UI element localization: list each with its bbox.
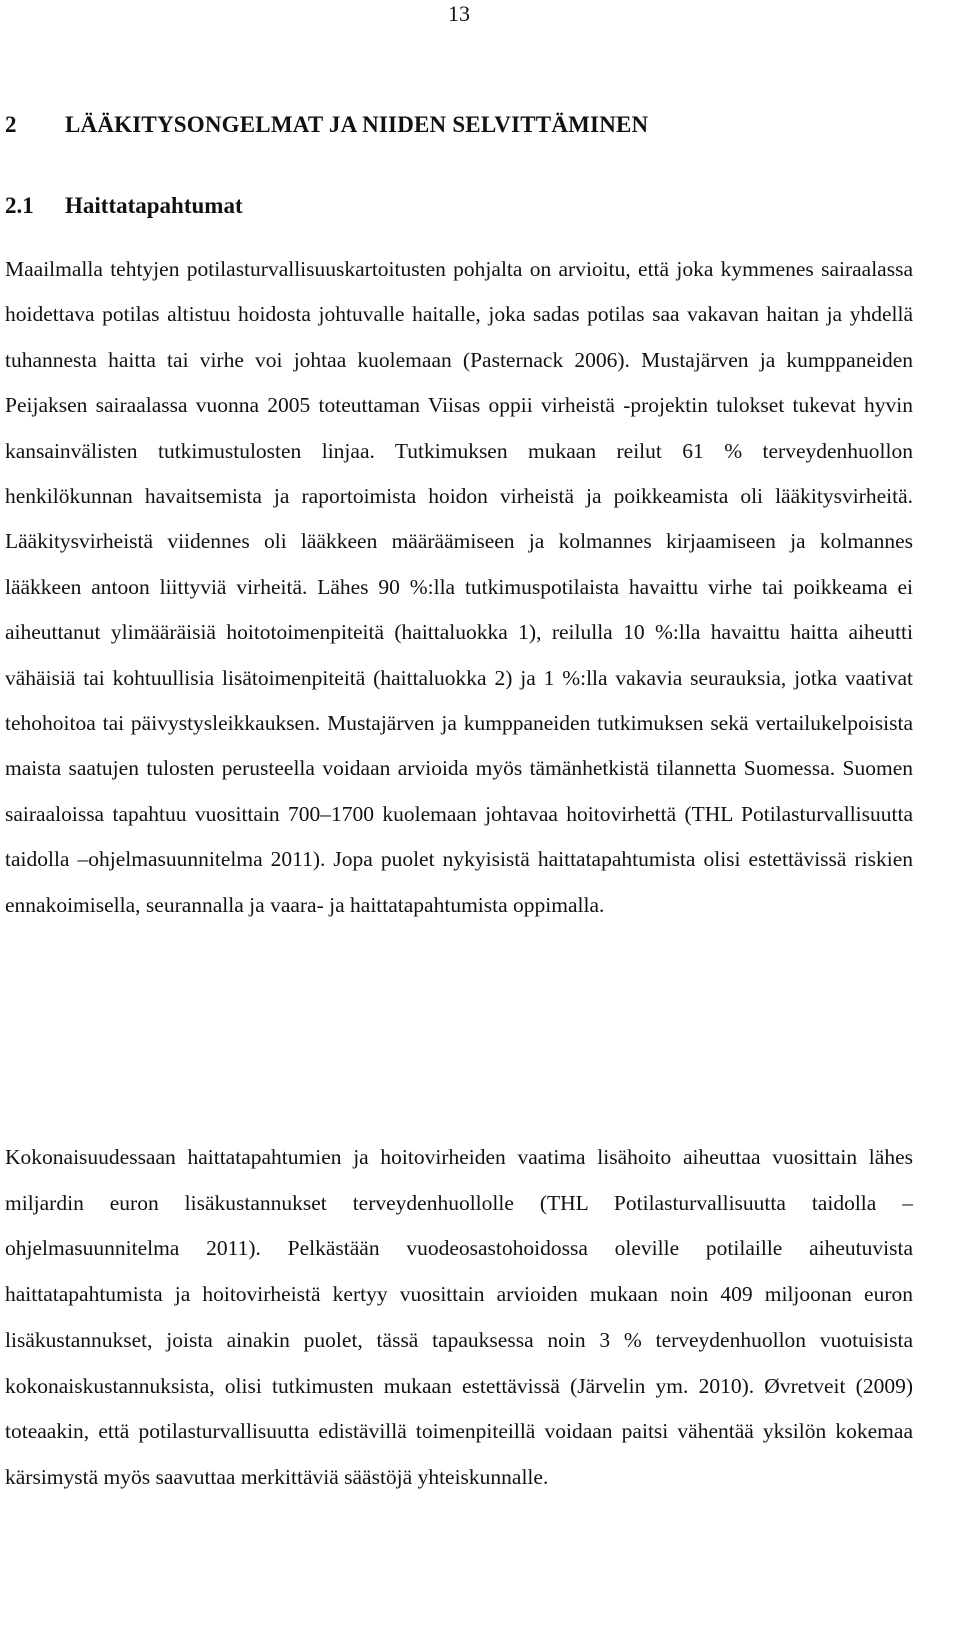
body-paragraph: Kokonaisuudessaan haittatapahtumien ja hoitovirheiden vaatima lisähoito aiheuttaa vuosittain lähes miljardin euron lisäkustannukset terveydenhuollolle (THL Potilasturvallisuutta taidolla –ohjelmasuunnitelma 2011). Pelkästään vuodeosastohoidossa oleville potilaille aiheutuvista haittatapahtumista ja hoitovirheistä kertyy vuosittain arvioiden mukaan noin 409 miljoonan euron lisäkustannukset, joista ainakin puolet, tässä tapauksessa noin 3 % terveydenhuollon vuotuisista kokonaiskustannuksista, olisi tutkimusten mukaan estettävissä (Järvelin ym. 2010). Øvretveit (2009) toteaakin, että potilasturvallisuutta edistävillä toimenpiteillä voidaan paitsi vähentää yksilön kokemaa kärsimystä myös saavuttaa merkittäviä säästöjä yhteiskunnalle. [5, 1145, 913, 1489]
chapter-title: LÄÄKITYSONGELMAT JA NIIDEN SELVITTÄMINEN [65, 112, 649, 137]
section-heading [5, 193, 243, 219]
section-number: 2.1 [5, 193, 34, 218]
page-number: 13 [448, 1, 470, 26]
body-paragraph: Maailmalla tehtyjen potilasturvallisuuskartoitusten pohjalta on arvioitu, että joka kymmenes sairaalassa hoidettava potilas altistuu hoidosta johtuvalle haitalle, joka sadas potilas saa vakavan haitan ja yhdellä tuhannesta haitta tai virhe voi johtaa kuolemaan (Pasternack 2006). Mustajärven ja kumppaneiden Peijaksen sairaalassa vuonna 2005 toteuttaman Viisas oppii virheistä -projektin tulokset tukevat hyvin kansainvälisten tutkimustulosten linjaa. Tutkimuksen mukaan reilut 61 % terveydenhuollon henkilökunnan havaitsemista ja raportoimista hoidon virheistä ja poikkeamista oli lääkitysvirheitä. Lääkitysvirheistä viidennes oli lääkkeen määräämiseen ja kolmannes kirjaamiseen ja kolmannes lääkkeen antoon liittyviä virheitä. Lähes 90 %:lla tutkimuspotilaista havaittu virhe tai poikkeama ei aiheuttanut ylimääräisiä hoitotoimenpiteitä (haittaluokka 1), reilulla 10 %:lla havaittu haitta aiheutti vähäisiä tai kohtuullisia lisätoimenpiteitä (haittaluokka 2) ja 1 %:lla vakavia seurauksia, jotka vaativat tehohoitoa tai päivystysleikkauksen. Mustajärven ja kumppaneiden tutkimuksen sekä vertailukelpoisista maista saatujen tulosten perusteella voidaan arvioida myös tämänhetkistä tilannetta Suomessa. Suomen sairaaloissa tapahtuu vuosittain 700–1700 kuolemaan johtavaa hoitovirhettä (THL Potilasturvallisuutta taidolla –ohjelmasuunnitelma 2011). Jopa puolet nykyisistä haittatapahtumista olisi estettävissä riskien ennakoimisella, seurannalla ja vaara- ja haittatapahtumista oppimalla. [5, 257, 913, 917]
chapter-number: 2 [5, 112, 17, 137]
section-title: Haittatapahtumat [65, 193, 243, 218]
chapter-heading [5, 112, 648, 138]
